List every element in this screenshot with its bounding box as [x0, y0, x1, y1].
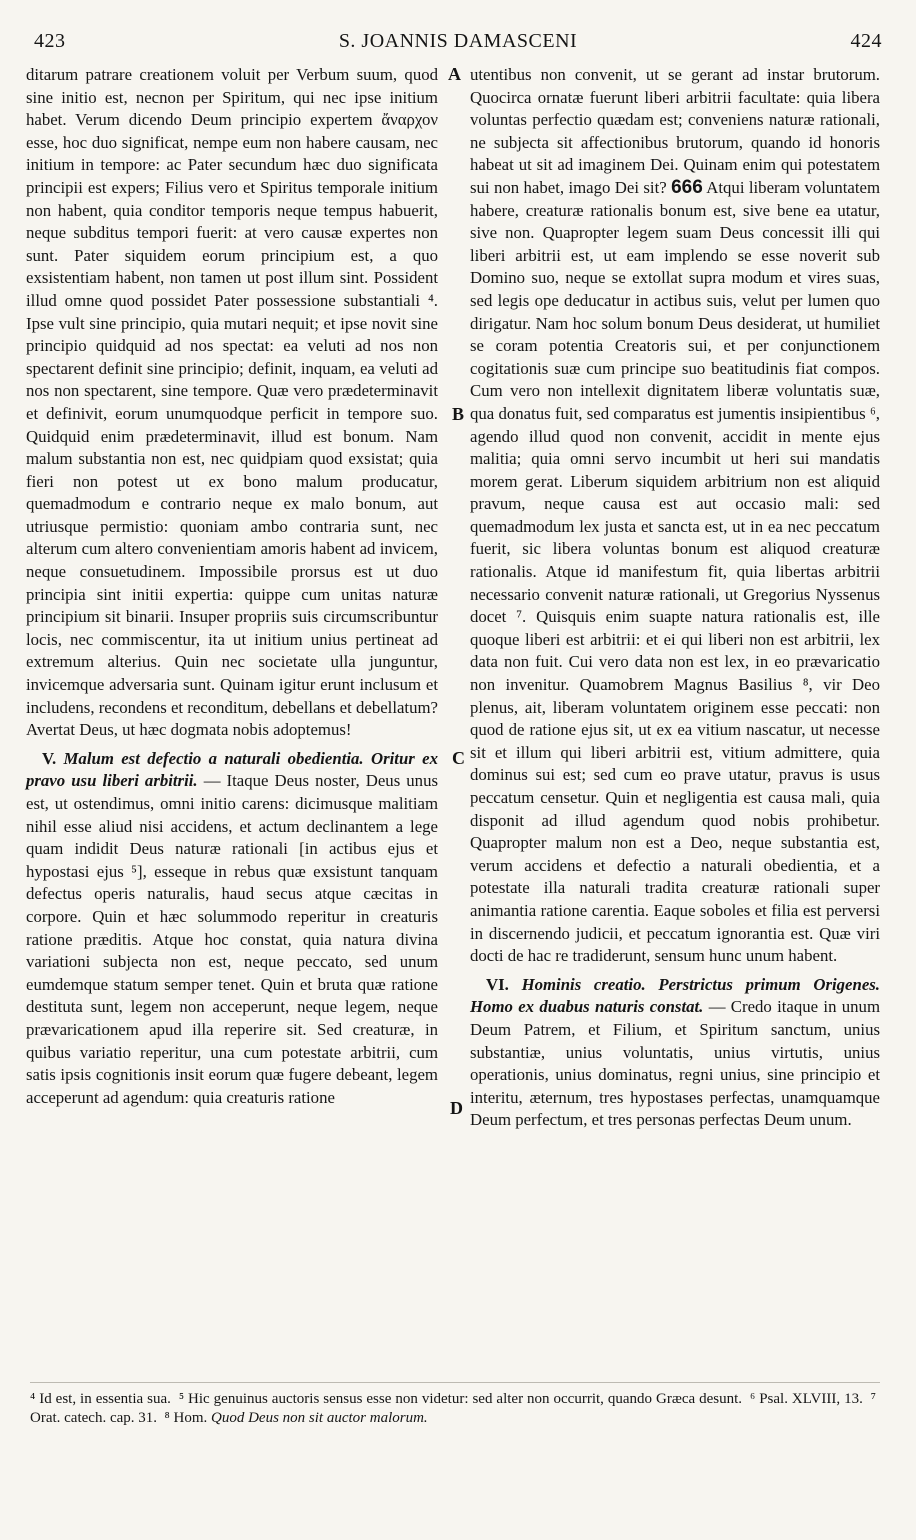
section-5 — [26, 748, 438, 1110]
left-paragraph-1: ditarum patrare creationem voluit per Verbum suum, quod sine initio est, necnon per Spiritum, qui nec ipse initium habet. Verum dicendo Deum principio expertem ἄναρχον esse, hoc duo significat, nempe eum non habere causam, nec initium in tempore: ac Pater secundum hæc duo significata principii est expers; Filius vero et Spiritus temporale initium non habent, quia conditor temporis neque tempus habuerit, neque subditus tempori fuerit: at vero causæ expertes non sunt. Pater siquidem eorum principium est, a quo exsistentiam habent, non tamen ut post illum sint. Possident illud omne quod possidet Pater possessione substantiali ⁴. Ipse vult sine principio, quia mutari nequit; et ipse novit sine principio quidquid ad nos spectat: ea veluti ad nos non spectarent definit sine principio; definit, inquam, ea veluti ad nos non spectarent, sine tempore. Quæ vero prædeterminavit et definivit, eorum unumquodque perficit in tempore suo. Quidquid enim prædeterminavit, illud est bonum. Nam malum substantia non est, nec quidpiam quod exsistat; quia fieri non potest ut ex bono malum producatur, quemadmodum e contrario neque ex malo bonum, aut utriusque permistio: quoniam ambo contraria sunt, nec alterum cum altero convenientiam amoris habent ad invicem, neque consuetudinem. Impossibile prorsus est ut duo principia sint initii expertia: quippe cum unitas naturæ principium sit binarii. Insuper propriis suis circumscribuntur locis, nec commiscentur, ita ut initium unius pertineat ad extremum alterius. Quin nec societate ulla junguntur, invicemque adversaria sunt. Quinam igitur erunt inclusum et includens, recondens et reconditum, debellans et debellatum? Avertat Deus, ut hæc dogmata nobis adoptemus! — [26, 65, 438, 740]
section-6-text: — Credo itaque in unum Deum Patrem, et Filium, et Spiritum sanctum, unius substantiæ, unius voluntatis, unius virtutis, unius operationis, unius dominatus, regni unius, sine principio et interitu, æternum, tres hypostases perfectas, unamquamque Deum perfectum, et tres personas perfectas Deum unum. — [470, 997, 881, 1130]
margin-marker-b: B — [452, 404, 465, 424]
right-column — [470, 64, 880, 1132]
footnote-8: ⁸ Hom. — [164, 1410, 208, 1426]
footnote-8-title: Quod Deus non sit auctor malorum. — [211, 1410, 428, 1426]
page-number-right: 424 — [850, 30, 882, 52]
running-title: S. JOANNIS DAMASCENI — [338, 30, 578, 52]
right-paragraph-1 — [470, 64, 880, 968]
section-6 — [470, 974, 880, 1132]
margin-marker-a: A — [448, 64, 461, 84]
section-6-title: Hominis creatio. Perstrictus primum Origenes. Homo ex duabus naturis constat. — [470, 974, 881, 1017]
section-5-title: Malum est defectio a naturali obedientia. Oritur ex pravo usu liberi arbitrii. — [26, 748, 438, 791]
section-5-text: — Itaque Deus noster, Deus unus est, ut ostendimus, omni initio carens: dicimusque malitiam nihil esse aliud nisi accidens, et actum declinantem a lege quam indidit Deus naturæ rationali [in actibus ejus et hypostasi ejus ⁵], esseque in rebus quæ exsistunt tanquam defectus operis naturalis, haud secus atque cæcitas in corpore. Quin et hæc solummodo reperitur in creaturis ratione præditis. Atque hoc constat, quia natura divina variationi subjecta non est, neque peccato, sed unum eumdemque statum semper tenet. Quin et bruta quæ ratione destituta sunt, legem non acceperunt, neque legem, neque prævaricationem apud illa reperire sit. Sed creaturæ, in quibus variatio reperitur, una cum potestate arbitrii, cum satis ipsis cognitionis insit eorum quæ fugere debeant, legem acceperunt ad agendum: quia creaturis ratione — [26, 771, 438, 1107]
footnote-5: ⁵ Hic genuinus auctoris sensus esse non videtur: sed alter non occurrit, quando Græca desunt. — [178, 1391, 743, 1407]
footnote-6: ⁶ Psal. XLVIII, 13. — [750, 1391, 863, 1407]
right-paragraph-1a: utentibus non convenit, ut se gerant ad instar brutorum. Quocirca ornatæ fuerunt liberi arbitrii facultate: quia libera voluntas perfectio quædam est; conveniens naturæ rationali, ne subjecta sit affectionibus brutorum, quando id honoris habeat ut sit ad imaginem Dei. Quinam enim qui potestatem sui non habet, imago Dei sit? — [470, 65, 880, 197]
footnotes — [30, 1390, 876, 1428]
margin-marker-d: D — [450, 1098, 463, 1118]
footnote-divider — [30, 1382, 880, 1383]
column-reference-number: 666 — [671, 176, 703, 198]
page-number-left: 423 — [34, 30, 66, 52]
right-paragraph-1b: Atqui liberam voluntatem habere, creaturæ rationalis bonum est, sive bene ea utatur, sive non. Quapropter legem suam Deus concessit illi qui liberi arbitrii est, ut eam implendo se esse noverit sub Domino suo, neque se extollat supra modum et vires suas, sed legis ope deducatur in actibus suis, velut per lumen quo dirigatur. Nam hoc solum bonum Deus desiderat, ut humiliet se coram potentia Creatoris sui, et per conjunctionem cogitationis suæ cum principe suo beatitudinis fiat compos. Cum vero non intellexit dignitatem liberæ voluntatis suæ, qua donatus fuit, sed comparatus est jumentis insipientibus ⁶, agendo illud quod non convenit, accidit in mente ejus malitia; quia omni servo incumbit ut heri sui mandatis morem gerat. Liberum siquidem arbitrium non est aliquid pravum, neque causa est aut occasio mali: sed quemadmodum lex justa et sancta est, ut in ea nec peccatum fuerit, sic libera voluntas bonum est aliquod creaturæ rationalis. Atque id manifestum fit, quia libertas arbitrii necessario convenit naturæ rationali, ut Gregorius Nyssenus docet ⁷. Quisquis enim suapte natura rationalis est, ille quoque liberi est arbitrii: et ei qui liberi non est arbitrii, lex data non fuit. Cui vero data non est lex, in eo prævaricatio non invenitur. Quamobrem Magnus Basilius ⁸, vir Deo plenus, ait, liberam voluntatem originem esse peccati: non quod de ratione ejus sit, ut ex ea vitium nascatur, ut necesse sit et illum qui liberi arbitrii est, vitium admittere, quia dominus sui est; sed cum eo prave utatur, pravus is usus peccatum censetur. Quin et negligentia est causa mali, quia disponit ad illud agendum quod nobis prohibetur. Quapropter malum non est a Deo, neque substantia est, verum accidens et defectio a naturali obedientia, et a potestate illa naturali tradita creaturæ rationali super animantia ratione carentia. Eaque soboles et filia est perversi in discernendo judicii, et peccatum ignorantia est. Quæ viri docti de hac re tradiderunt, sensum hunc unum habent. — [470, 177, 880, 966]
footnote-4: ⁴ Id est, in essentia sua. — [30, 1391, 171, 1407]
left-column — [26, 64, 438, 1109]
page-header — [26, 30, 890, 60]
section-6-number: VI. — [486, 974, 509, 994]
footnote-7: ⁷ Orat. catech. cap. 31. — [30, 1391, 877, 1426]
margin-marker-c: C — [452, 748, 465, 768]
section-5-number: V. — [42, 748, 57, 768]
